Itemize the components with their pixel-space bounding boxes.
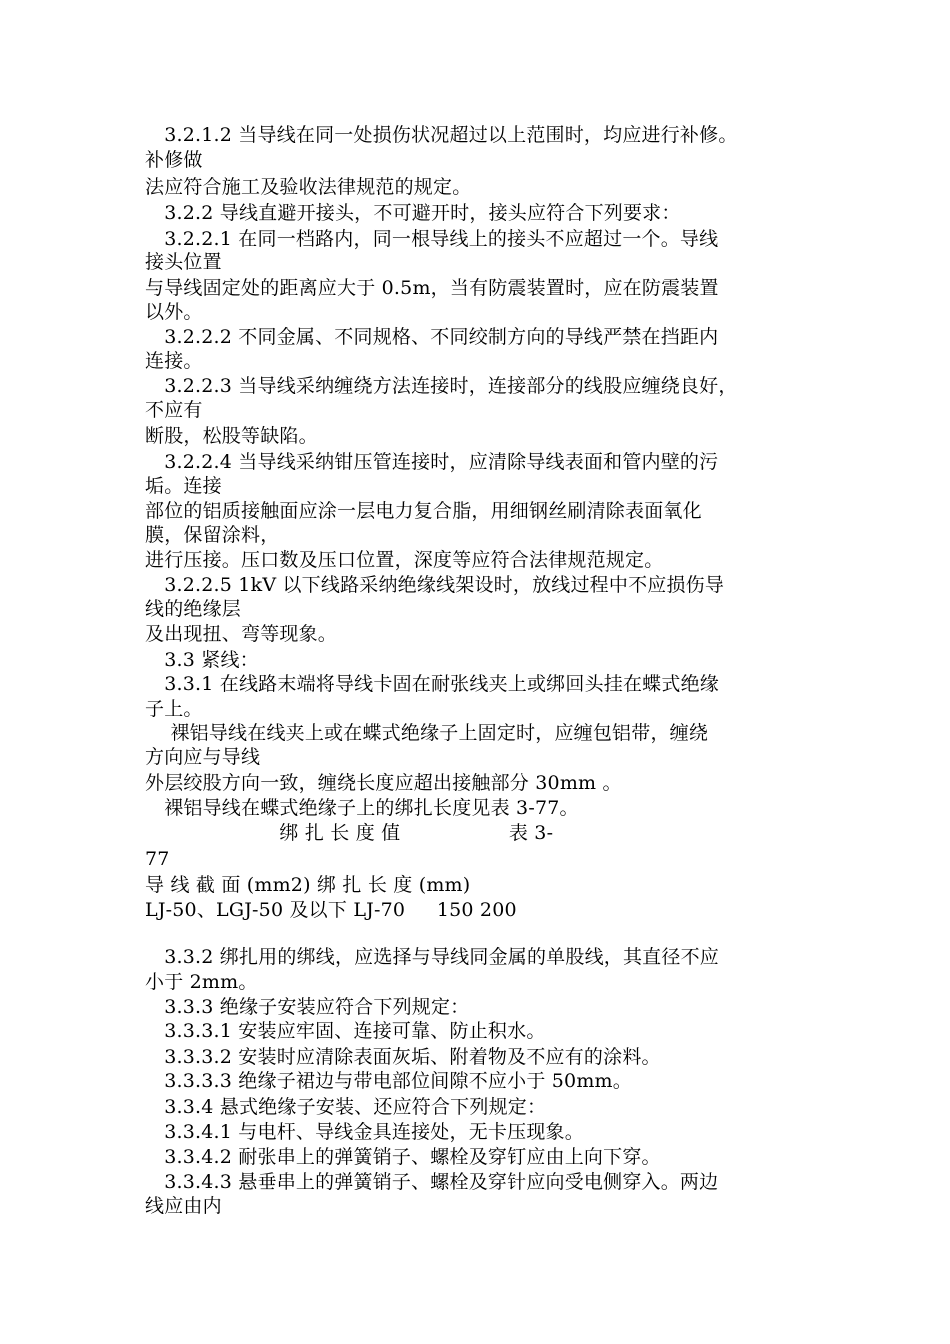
text-line: 及出现扭、弯等现象。 <box>145 623 338 645</box>
text-line: 外层绞股方向一致，缠绕长度应超出接触部分 30mm 。 <box>145 772 622 794</box>
text-line: 3.3.4 悬式绝缘子安装、还应符合下列规定： <box>145 1096 547 1118</box>
text-line: 3.2.2 导线直避开接头，不可避开时，接头应符合下列要求： <box>145 202 681 224</box>
text-line: 3.3.4.1 与电杆、导线金具连接处，无卡压现象。 <box>145 1121 584 1143</box>
text-line: 3.2.2.5 1kV 以下线路采纳绝缘线架设时，放线过程中不应损伤导 <box>145 574 725 596</box>
text-line: 部位的铝质接触面应涂一层电力复合脂，用细钢丝刷清除表面氧化 <box>145 500 702 522</box>
text-line: 线的绝缘层 <box>145 598 242 620</box>
text-line: 膜，保留涂料， <box>145 524 280 546</box>
text-line: 3.3.1 在线路末端将导线卡固在耐张线夹上或绑回头挂在蝶式绝缘 <box>145 673 719 695</box>
text-line: 方向应与导线 <box>145 746 261 768</box>
text-line: 补修做 <box>145 149 203 171</box>
text-line: 进行压接。压口数及压口位置，深度等应符合法律规范规定。 <box>145 549 664 571</box>
text-line: 裸铝导线在线夹上或在蝶式绝缘子上固定时，应缠包铝带，缠绕 <box>145 722 709 744</box>
text-line: 法应符合施工及验收法律规范的规定。 <box>145 176 472 198</box>
text-line: 3.2.2.4 当导线采纳钳压管连接时，应清除导线表面和管内壁的污 <box>145 451 719 473</box>
text-line: 3.3 紧线： <box>145 649 259 671</box>
text-line: 与导线固定处的距离应大于 0.5m，当有防震装置时，应在防震装置 <box>145 277 719 299</box>
text-line: 不应有 <box>145 399 203 421</box>
text-line: 线应由内 <box>145 1195 222 1217</box>
table-header: 导 线 截 面 (mm2) 绑 扎 长 度 (mm) <box>145 874 471 896</box>
table-caption: 绑 扎 长 度 值 表 3- <box>145 822 554 844</box>
text-line: 3.2.2.1 在同一档路内，同一根导线上的接头不应超过一个。导线 <box>145 228 719 250</box>
text-line: 3.3.3.2 安装时应清除表面灰垢、附着物及不应有的涂料。 <box>145 1046 661 1068</box>
text-line: 3.3.4.3 悬垂串上的弹簧销子、螺栓及穿针应向受电侧穿入。两边 <box>145 1171 719 1193</box>
text-line: 以外。 <box>145 301 203 323</box>
text-line: 子上。 <box>145 698 203 720</box>
table-caption: 77 <box>145 848 170 870</box>
text-line: 裸铝导线在蝶式绝缘子上的绑扎长度见表 3-77。 <box>145 797 579 819</box>
table-row: LJ-50、LGJ-50 及以下 LJ-70 150 200 <box>145 899 517 921</box>
text-line: 连接。 <box>145 350 203 372</box>
text-line: 3.2.2.3 当导线采纳缠绕方法连接时，连接部分的线股应缠绕良好， <box>145 375 738 397</box>
text-line: 3.2.2.2 不同金属、不同规格、不同绞制方向的导线严禁在挡距内 <box>145 326 719 348</box>
text-line: 3.3.3.3 绝缘子裙边与带电部位间隙不应小于 50mm。 <box>145 1070 632 1092</box>
text-line: 3.3.3 绝缘子安装应符合下列规定： <box>145 996 470 1018</box>
text-line: 断股，松股等缺陷。 <box>145 425 318 447</box>
text-line: 3.3.4.2 耐张串上的弹簧销子、螺栓及穿钉应由上向下穿。 <box>145 1146 661 1168</box>
text-line: 小于 2mm。 <box>145 971 258 993</box>
text-line: 3.2.1.2 当导线在同一处损伤状况超过以上范围时，均应进行补修。 <box>145 124 738 146</box>
text-line: 接头位置 <box>145 251 222 273</box>
text-line: 3.3.3.1 安装应牢固、连接可靠、防止积水。 <box>145 1020 546 1042</box>
text-line: 3.3.2 绑扎用的绑线，应选择与导线同金属的单股线，其直径不应 <box>145 946 719 968</box>
text-line: 垢。连接 <box>145 475 222 497</box>
